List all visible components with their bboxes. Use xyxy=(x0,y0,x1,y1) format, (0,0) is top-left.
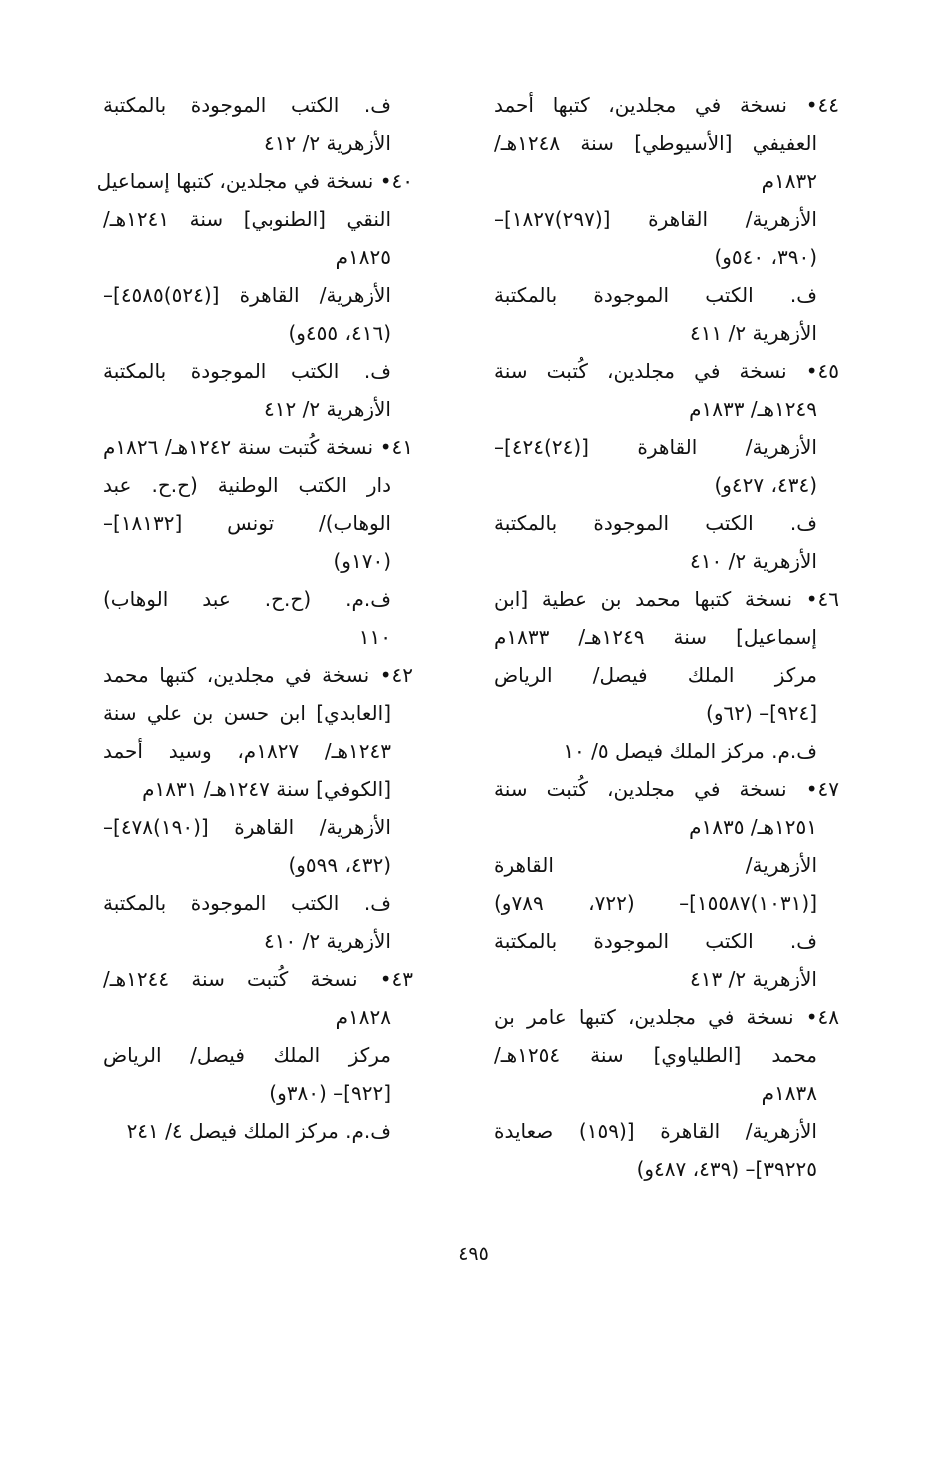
text-line: مركز الملك فيصل/ الرياض xyxy=(103,1043,391,1067)
entry-heading-line: ٤١• نسخة كُتبت سنة ١٢٤٢هـ/ ١٨٢٦م xyxy=(103,435,413,459)
entry-heading-line: ٤٣• نسخة كُتبت سنة ١٢٤٤هـ/ xyxy=(103,967,413,991)
page-number: ٤٩٥ xyxy=(458,1243,489,1265)
text-line: ١٢٤٣هـ/ ١٨٢٧م، وسيد أحمد xyxy=(103,739,391,763)
text-line: [٩٢٢]– (٣٨٠و) xyxy=(269,1081,391,1105)
text-line: الوهاب)/ تونس [١٨١٣٢]– xyxy=(103,511,391,535)
text-line: [٩٢٤]– (٦٢و) xyxy=(706,701,817,725)
text-line: الأزهرية ٢/ ٤١٢ xyxy=(264,397,391,421)
entry-heading-line: ٤٨• نسخة في مجلدين، كتبها عامر بن xyxy=(494,1005,839,1029)
text-line: محمد [الطلياوي] سنة ١٢٥٤هـ/ xyxy=(494,1043,817,1067)
text-line: (١٧٠و) xyxy=(333,549,391,573)
entry-heading-line: ٤٦• نسخة كتبها محمد بن عطية [ابن xyxy=(494,587,839,611)
left-column xyxy=(96,86,413,1150)
text-line: إسماعيل] سنة ١٢٤٩هـ/ ١٨٣٣م xyxy=(494,625,817,649)
text-line: الأزهرية/ القاهرة [(٢٤)٤٢٤]– xyxy=(494,435,817,459)
entry-heading-line: ٤٢• نسخة في مجلدين، كتبها محمد xyxy=(103,663,413,687)
text-line: مركز الملك فيصل/ الرياض xyxy=(494,663,817,687)
text-line: ف. الكتب الموجودة بالمكتبة xyxy=(494,929,817,953)
entry-heading-line: ٤٧• نسخة في مجلدين، كُتبت سنة xyxy=(494,777,839,801)
text-line: الأزهرية ٢/ ٤١٠ xyxy=(264,929,391,953)
text-line: الأزهرية ٢/ ٤١٣ xyxy=(690,967,817,991)
right-column xyxy=(494,86,839,1188)
text-line: الأزهرية ٢/ ٤١٢ xyxy=(264,131,391,155)
text-line: الأزهرية/ القاهرة [(١٥٩) صعايدة xyxy=(494,1119,817,1143)
text-line: [العابدي] ابن حسن بن علي سنة xyxy=(103,701,391,725)
text-line: الأزهرية/ القاهرة [(١٩٠)٤٧٨]– xyxy=(103,815,391,839)
text-line: (٤٣٤، ٤٢٧و) xyxy=(714,473,817,497)
text-line: النقي [الطنوبي] سنة ١٢٤١هـ/ xyxy=(103,207,391,231)
entry-heading-line: ٤٥• نسخة في مجلدين، كُتبت سنة xyxy=(494,359,839,383)
text-line: دار الكتب الوطنية (ح.ح. عبد xyxy=(103,473,391,497)
text-line: ف.م. مركز الملك فيصل ٥/ ١٠ xyxy=(563,739,817,763)
text-line: ف.م. (ح.ح. عبد الوهاب) xyxy=(103,587,391,611)
text-line: ١٢٤٩هـ/ ١٨٣٣م xyxy=(689,397,817,421)
text-line: ف. الكتب الموجودة بالمكتبة xyxy=(494,511,817,535)
text-line: (٣٩٠، ٥٤٠و) xyxy=(714,245,817,269)
text-line: [الكوفي] سنة ١٢٤٧هـ/ ١٨٣١م xyxy=(142,777,391,801)
text-line: ف.م. مركز الملك فيصل ٤/ ٢٤١ xyxy=(126,1119,391,1143)
text-line: ف. الكتب الموجودة بالمكتبة xyxy=(103,359,391,383)
text-line: (٤٣٢، ٥٩٩و) xyxy=(288,853,391,877)
text-line: ف. الكتب الموجودة بالمكتبة xyxy=(103,891,391,915)
entry-heading-line: ٤٠• نسخة في مجلدين، كتبها إسماعيل xyxy=(96,169,413,193)
text-line: الأزهرية ٢/ ٤١٠ xyxy=(690,549,817,573)
text-line: الأزهرية/ القاهرة xyxy=(494,853,817,877)
text-line: ف. الكتب الموجودة بالمكتبة xyxy=(103,93,391,117)
text-line: ١٨٢٨م xyxy=(335,1005,391,1029)
text-line: [(١٠٣١)١٥٥٨٧]– (٧٢٢، ٧٨٩و) xyxy=(494,891,818,915)
text-line: الأزهرية/ القاهرة [(٢٩٧)١٨٢٧]– xyxy=(494,207,817,231)
text-line: العفيفي [الأسيوطي] سنة ١٢٤٨هـ/ xyxy=(494,131,817,155)
text-line: ١٨٢٥م xyxy=(335,245,391,269)
text-line: الأزهرية ٢/ ٤١١ xyxy=(690,321,817,345)
entry-heading-line: ٤٤• نسخة في مجلدين، كتبها أحمد xyxy=(494,93,839,117)
text-line: (٤١٦، ٤٥٥و) xyxy=(288,321,391,345)
text-line: ف. الكتب الموجودة بالمكتبة xyxy=(494,283,817,307)
text-line: ١٨٣٢م xyxy=(761,169,817,193)
text-line: ١١٠ xyxy=(358,625,391,649)
text-line: ٣٩٢٢٥]– (٤٣٩، ٤٨٧و) xyxy=(636,1157,817,1181)
text-line: ١٨٣٨م xyxy=(761,1081,817,1105)
text-line: ١٢٥١هـ/ ١٨٣٥م xyxy=(689,815,817,839)
text-line: الأزهرية/ القاهرة [(٥٢٤)٤٥٨٥]– xyxy=(103,283,391,307)
